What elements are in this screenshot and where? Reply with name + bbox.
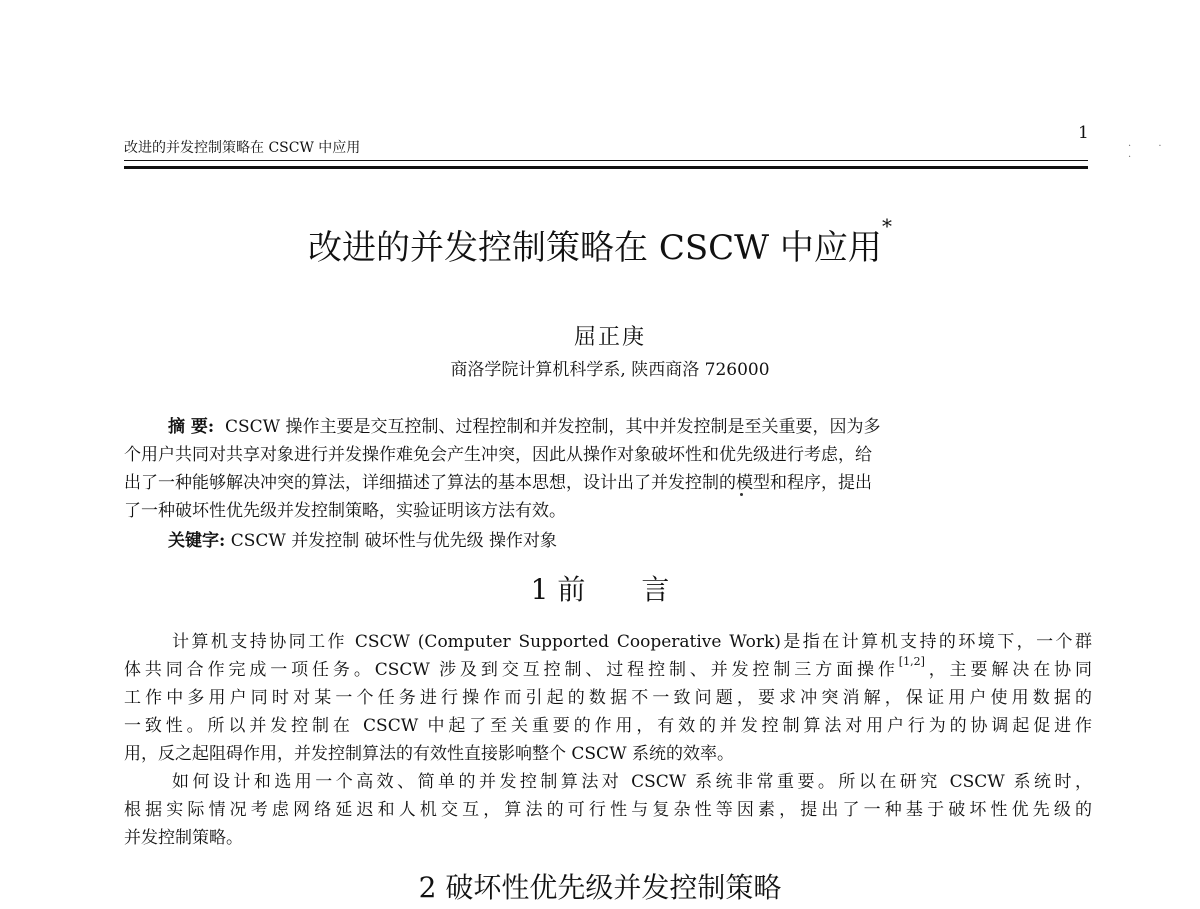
keywords-text: CSCW 并发控制 破坏性与优先级 操作对象 (230, 531, 558, 551)
abstract-line-3: 出了一种能够解决冲突的算法，详细描述了算法的基本思想，设计出了并发控制的模型和程序，提出 (124, 473, 872, 493)
abstract-line-4: 了一种破坏性优先级并发控制策略，实验证明该方法有效。 (124, 501, 566, 521)
body-line (124, 655, 1092, 680)
citation: [1,2] (898, 655, 925, 668)
body-line: 并发控制策略。 (124, 828, 243, 848)
title-footnote-mark: * (881, 214, 892, 238)
paper-title (0, 214, 1200, 269)
section-2-heading: 2 破坏性优先级并发控制策略 (418, 871, 782, 904)
body-line: 工作中多用户同时对某一个任务进行操作而引起的数据不一致问题，要求冲突消解，保证用户使用数据的 (124, 688, 1092, 708)
abstract-text: CSCW 操作主要是交互控制、过程控制和并发控制，其中并发控制是至关重要，因为多 (225, 417, 881, 437)
keywords-line (168, 526, 557, 551)
paper-title-text: 改进的并发控制策略在 CSCW 中应用 (308, 228, 882, 268)
keywords-label: 关键字: (168, 531, 226, 551)
running-head: 改进的并发控制策略在 CSCW 中应用 (124, 140, 361, 156)
author-affiliation: 商洛学院计算机科学系, 陕西商洛 726000 (450, 360, 770, 380)
stray-marks: · · · (1128, 141, 1174, 163)
body-line: 如何设计和选用一个高效、简单的并发控制算法对 CSCW 系统非常重要。所以在研究 CSCW 系统时， (172, 772, 1092, 792)
header-rule-thick (124, 166, 1088, 169)
body-line: 计算机支持协同工作 CSCW (Computer Supported Cooperative Work)是指在计算机支持的环境下，一个群 (172, 632, 1092, 652)
header-rule-thin (124, 160, 1088, 161)
body-text: ，主要解决在协同 (924, 660, 1092, 680)
abstract-label: 摘 要: (168, 417, 215, 437)
author-name: 屈正庚 (573, 325, 646, 350)
section-1-heading: 1 前 言 (530, 573, 670, 606)
abstract-line-1 (168, 412, 881, 437)
body-text: 体共同合作完成一项任务。CSCW 涉及到交互控制、过程控制、并发控制三方面操作 (124, 660, 899, 680)
body-line: 用，反之起阻碍作用，并发控制算法的有效性直接影响整个 CSCW 系统的效率。 (124, 744, 734, 764)
body-line: 一致性。所以并发控制在 CSCW 中起了至关重要的作用，有效的并发控制算法对用户行为的协调起促进作 (124, 716, 1092, 736)
abstract-line-2: 个用户共同对共享对象进行并发操作难免会产生冲突，因此从操作对象破坏性和优先级进行考虑，给 (124, 445, 872, 465)
body-line: 根据实际情况考虑网络延迟和人机交互，算法的可行性与复杂性等因素，提出了一种基于破坏性优先级的 (124, 800, 1092, 820)
page-number: 1 (1078, 123, 1089, 143)
stray-dot (740, 493, 743, 496)
